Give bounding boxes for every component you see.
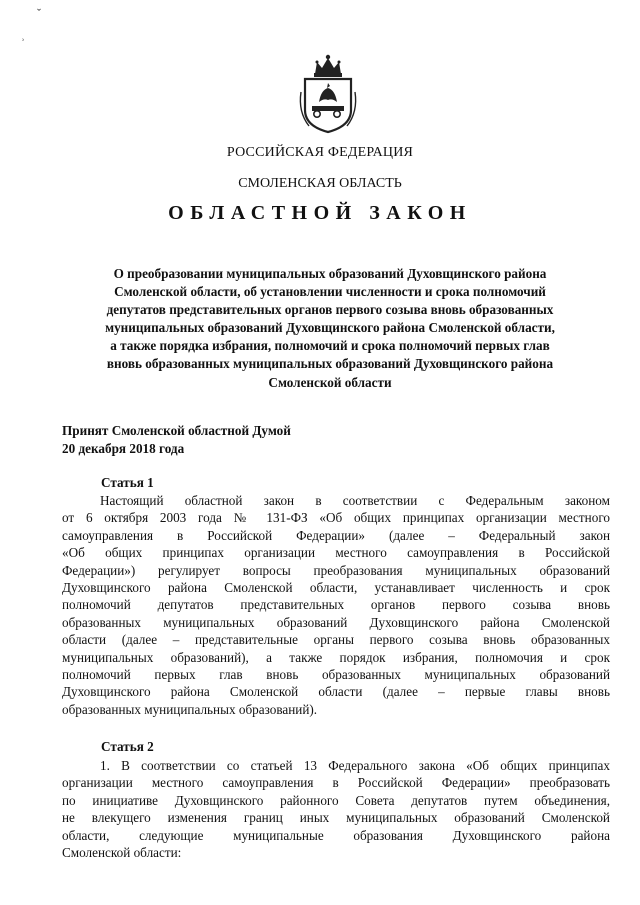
article-2-text: [62, 757, 610, 861]
text-line: Федерации») регулирует вопросы преобразования муниципальных образований: [62, 562, 610, 578]
text-line: Настоящий областной закон в соответствии с Федеральным законом: [100, 493, 610, 508]
text-line: области, следующие муниципальные образования Духовщинского района: [62, 827, 610, 843]
text-line: Смоленской области:: [62, 844, 182, 860]
adoption-date: 20 декабря 2018 года: [62, 441, 185, 456]
country-heading: РОССИЙСКАЯ ФЕДЕРАЦИЯ: [226, 145, 414, 160]
document-type-title: ОБЛАСТНОЙ ЗАКОН: [168, 202, 472, 224]
article-1-text: [62, 492, 610, 718]
text-line: образованных муниципальных образований).: [62, 701, 318, 717]
scan-mark: ʾ: [21, 36, 25, 50]
text-line: Духовщинского района Смоленской области, устанавливает численность и срок: [62, 579, 610, 595]
title-line: Смоленской области, об установлении численности и срока полномочий: [114, 284, 546, 300]
text-line: Духовщинского района Смоленской области (далее – первые главы вновь: [62, 684, 610, 700]
text-line: по инициативе Духовщинского районного Совета депутатов путем объединения,: [62, 792, 610, 808]
region-heading: СМОЛЕНСКАЯ ОБЛАСТЬ: [238, 176, 402, 191]
text-line: от 6 октября 2003 года № 131-ФЗ «Об общих принципах организации местного: [62, 510, 610, 526]
text-line: образованных муниципальных образований Духовщинского района Смоленской: [62, 614, 610, 630]
text-line: полномочий первых глав вновь образованных муниципальных образований: [62, 666, 610, 682]
title-line: депутатов представительных органов первого созыва вновь образованных: [106, 302, 554, 318]
adoption-info: [62, 422, 291, 458]
title-line: Смоленской области: [268, 374, 392, 390]
title-line: О преобразовании муниципальных образований Духовщинского района: [113, 266, 547, 281]
text-line: области (далее – представительные органы первого созыва вновь образованных: [62, 632, 610, 648]
text-line: организации местного самоуправления в Российской Федерации» преобразовать: [62, 775, 610, 791]
article-1-heading: Статья 1: [101, 475, 154, 490]
smolensk-coat-of-arms-icon: [297, 52, 359, 134]
text-line: муниципальных образований), а также порядок избрания, полномочия и срок: [62, 649, 610, 665]
title-line: а также порядка избрания, полномочий и срока полномочий первых глав: [110, 338, 550, 354]
text-line: не влекущего изменения границ иных муниципальных образований Смоленской: [62, 810, 610, 826]
text-line: самоуправления в Российской Федерации» (далее – Федеральный закон: [62, 527, 610, 543]
law-subject-title: [70, 265, 590, 392]
adopted-by: Принят Смоленской областной Думой: [62, 423, 291, 438]
text-line: полномочий депутатов представительных органов первого созыва вновь: [62, 597, 610, 613]
title-line: вновь образованных муниципальных образований Духовщинского района: [106, 356, 554, 372]
scan-mark: ˇ: [37, 6, 41, 20]
title-line: муниципальных образований Духовщинского района Смоленской области,: [105, 320, 555, 336]
article-2-heading: Статья 2: [101, 739, 154, 754]
text-line: 1. В соответствии со статьей 13 Федерального закона «Об общих принципах: [100, 758, 610, 773]
text-line: «Об общих принципах организации местного самоуправления в Российской: [62, 545, 610, 561]
